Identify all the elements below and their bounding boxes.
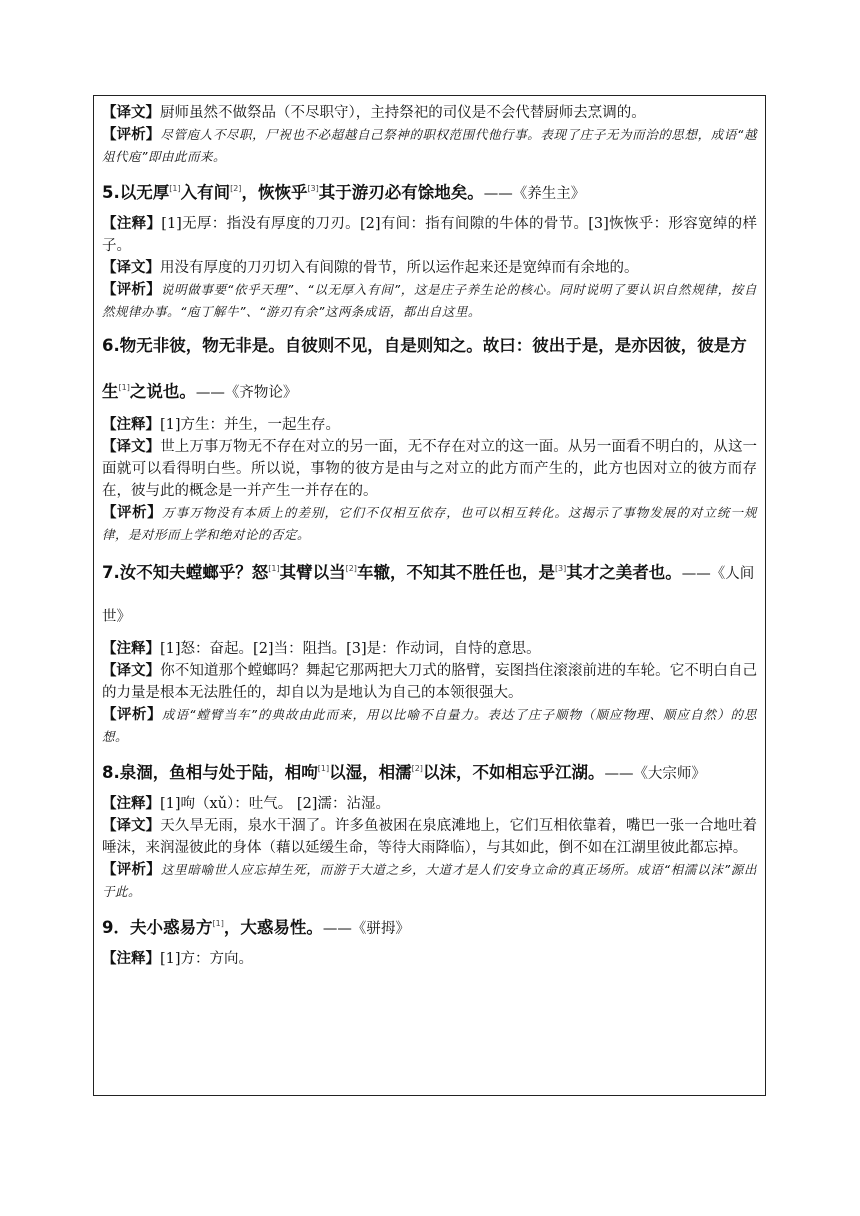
analysis-paragraph	[102, 279, 757, 323]
quote-heading	[102, 911, 757, 942]
section-tag: 【译文】	[102, 817, 161, 834]
analysis-paragraph	[102, 124, 757, 168]
quote-source: ——《养生主》	[483, 186, 586, 202]
section-tag: 【注释】	[102, 416, 160, 433]
section-tag: 【评析】	[102, 706, 163, 723]
analysis-text: 尽管庖人不尽职，尸祝也不必超越自己祭神的职权范围代他行事。表现了庄子无为而治的思想，成语“越俎代庖”即由此而来。	[102, 127, 758, 164]
footnote-marker: [1]	[317, 764, 330, 773]
section-tag: 【评析】	[102, 861, 161, 878]
quote-heading	[102, 176, 757, 207]
quote-text: 以湿，相濡	[329, 763, 412, 782]
quote-source: ——《骈拇》	[322, 921, 410, 937]
footnote-marker: [1]	[268, 564, 280, 573]
quote-text: 7.汝不知夫螳螂乎？怒	[102, 563, 269, 582]
annotation-text: [1]怒：奋起。[2]当：阻挡。[3]是：作动词，自恃的意思。	[160, 641, 541, 657]
translation-paragraph	[102, 815, 757, 859]
analysis-paragraph	[102, 502, 757, 546]
analysis-text: 这里暗喻世人应忘掉生死，而游于大道之乡，大道才是人们安身立命的真正场所。成语“相濡以沫”源出于此。	[102, 862, 757, 899]
section-tag: 【注释】	[102, 950, 160, 967]
quote-text: 入有间	[180, 183, 231, 202]
annotation-text: [1]方生：并生，一起生存。	[160, 417, 341, 433]
analysis-paragraph	[102, 704, 757, 748]
analysis-text: 说明做事要“依乎天理”、“以无厚入有间”，这是庄子养生论的核心。同时说明了要认识自然规律，按自然规律办事。“庖丁解牛”、“游刃有余”这两条成语，都出自这里。	[102, 282, 758, 319]
footnote-marker: [3]	[554, 564, 567, 573]
translation-paragraph	[102, 257, 757, 279]
translation-text: 天久旱无雨，泉水干涸了。许多鱼被困在泉底滩地上，它们互相依靠着，嘴巴一张一合地吐着唾沫，来润湿彼此的身体（藉以延缓生命，等待大雨降临），与其如此，倒不如在江湖里彼此都忘掉。	[102, 818, 758, 856]
annotation-paragraph	[102, 213, 757, 257]
quote-text: 之说也。	[129, 382, 196, 401]
quote-text: 8.泉涸，鱼相与处于陆，相呴	[102, 763, 318, 782]
quote-text: 其才之美者也。	[566, 563, 682, 582]
section-tag: 【译文】	[102, 259, 160, 276]
content-table-cell	[93, 95, 766, 1096]
footnote-marker: [2]	[411, 764, 423, 773]
annotation-paragraph	[102, 793, 757, 815]
quote-text: 其臂以当	[279, 563, 346, 582]
quote-text: 其于游刃必有馀地矣。	[318, 183, 484, 202]
analysis-text: 成语“螳臂当车”的典故由此而来，用以比喻不自量力。表达了庄子顺物（顺应物理、顺应自然）的思想。	[102, 707, 757, 744]
section-tag: 【注释】	[102, 795, 160, 812]
section-tag: 【译文】	[102, 104, 160, 121]
section-tag: 【注释】	[102, 215, 162, 232]
quote-text: 6.物无非彼，物无非是。自彼则不见，自是则知之。故曰：彼出于是，是亦因彼，彼是方生	[102, 336, 747, 401]
annotation-text: [1]无厚：指没有厚度的刀刃。[2]有间：指有间隙的牛体的骨节。[3]恢恢乎：形容宽绰的样子。	[102, 216, 757, 254]
section-tag: 【译文】	[102, 662, 161, 679]
annotation-paragraph	[102, 414, 757, 436]
quote-text: ，大惑易性。	[223, 918, 323, 937]
analysis-text: 万事万物没有本质上的差别，它们不仅相互依存，也可以相互转化。这揭示了事物发展的对立统一规律，是对形而上学和绝对论的否定。	[102, 505, 758, 542]
footnote-marker: [2]	[230, 184, 242, 193]
quote-heading	[102, 548, 757, 638]
annotation-paragraph	[102, 948, 757, 970]
section-tag: 【注释】	[102, 640, 160, 657]
translation-paragraph	[102, 660, 757, 704]
section-tag: 【评析】	[102, 281, 161, 298]
quote-source: ——《齐物论》	[195, 385, 298, 401]
quote-source: ——《人间世》	[102, 566, 755, 625]
translation-text: 世上万事万物无不存在对立的另一面，无不存在对立的这一面。从另一面看不明白的，从这一面就可以看得明白些。所以说，事物的彼方是由与之对立的此方而产生的，此方也因对立的彼方而存在，彼与此的概念是一并产生一并存在的。	[102, 439, 758, 499]
translation-paragraph	[102, 102, 757, 124]
footnote-marker: [1]	[169, 184, 181, 193]
section-tag: 【评析】	[102, 126, 161, 143]
quote-text: 9．夫小惑易方	[102, 918, 213, 937]
quote-text: 车辙，不知其不胜任也，是	[356, 563, 555, 582]
annotation-paragraph	[102, 638, 757, 660]
footnote-marker: [1]	[212, 919, 224, 928]
translation-paragraph	[102, 436, 757, 502]
annotation-text: [1]呴（xǔ）：吐气。 [2]濡：沾湿。	[160, 796, 390, 812]
quote-text: ，恢恢乎	[241, 183, 308, 202]
quote-heading	[102, 325, 757, 414]
translation-text: 你不知道那个螳螂吗？舞起它那两把大刀式的胳臂，妄图挡住滚滚前进的车轮。它不明白自己的力量是根本无法胜任的，却自以为是地认为自己的本领很强大。	[102, 663, 758, 701]
translation-text: 厨师虽然不做祭品（不尽职守），主持祭祀的司仪是不会代替厨师去烹调的。	[160, 105, 646, 121]
quote-source: ——《大宗师》	[604, 766, 706, 782]
quote-text: 5.以无厚	[102, 183, 170, 202]
section-tag: 【评析】	[102, 504, 163, 521]
footnote-marker: [1]	[118, 383, 130, 392]
section-tag: 【译文】	[102, 438, 161, 455]
footnote-marker: [2]	[345, 564, 357, 573]
quote-heading	[102, 756, 757, 787]
translation-text: 用没有厚度的刀刃切入有间隙的骨节，所以运作起来还是宽绰而有余地的。	[160, 260, 639, 276]
footnote-marker: [3]	[307, 184, 319, 193]
content	[102, 102, 757, 970]
analysis-paragraph	[102, 859, 757, 903]
quote-text: 以沫，不如相忘乎江湖。	[422, 763, 605, 782]
annotation-text: [1]方：方向。	[160, 951, 254, 967]
